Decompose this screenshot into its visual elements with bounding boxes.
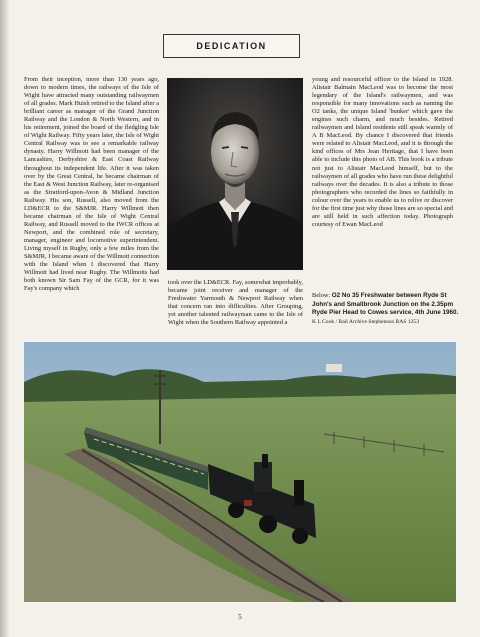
caption-text: O2 No 35 Freshwater between Ryde St John's and Smallbrook Junction on the 2.35pm Ryde Pier Head to Cowes service, 4th June 1960. [312,292,459,316]
photo-credit: K L Cook / Rail Archive Stephenson RAS 1253 [312,318,420,325]
text-column-2: took over the LD&ECR. Fay, somewhat improbably, became joint receiver and manager of the Freshwater Yarmouth & Newport Railway when that concern ran into difficulties. After Grouping, yet another talented railwayman came to the Isle of Wight when the Southern Railway appointed a [168,279,303,327]
text-column-3: young and resourceful officer to the Island in 1928. Alistair Balmain MacLeod was to become the most legendary of the Island's railwaymen, and was responsible for many innovations such as naming the O2 tanks, the unique Island 'bunker' which gave the engines such charm, and much besides. Retired railwaymen and Island residents still speak warmly of A B MacLeod. By chance I discovered that friends were related to Alistair MacLeod, and it is through the kind offices of Mrs Jean Heritage, that I have been able to include this photo of AB. This book is a tribute not just to Alistair MacLeod himself, but to the railwaymen of all grades who have run these delightful railways over the decades. It is also a tribute to those photographers who recorded the lines so faithfully in colour over the years to enable us to relive or discover for the first time just why those lines are so special and are still held in such affection today. Photograph courtesy of Ewan MacLeod [312,76,453,228]
text-column-1: From their inception, more than 130 years ago, down to modern times, the railways of the Isle of Wight have attracted many outstanding railwaymen of all grades. Mark Huish retired to the Island after a brilliant career as manager of the Grand Junction Railway and the London & North Western, and in his retirement, joined the board of the fledgling Isle of Wight Railway. Fifty years later, the Isle of Wight Central Railway was to see a remarkable railway dynasty. Harry Willmott had been manager of the Lancashire, Derbyshire & East Coast Railway throughout its independent life. After it was taken over by the Great Central, he became chairman of the East & West Junction Railway, later re-organised as the Stratford-upon-Avon & Midland Junction Railway. His son, Russell, also moved from the LD&ECR to the S&MJR. Harry Willmott then became chairman of the Isle of Wight Central Railway, and Russell moved to the IWCR offices at Newport, and the combined role of secretary, manager, engineer and locomotive superintendent. Living myself in Rugby, only a few miles from the S&MJR, I became aware of the Willmott connection with the Island when I discovered that Harry Willmott had lived near Rugby. The Willmotts had both known Sir Sam Fay of the GCR, for it was Fay's company which [24,76,159,293]
photo-caption [312,292,462,326]
page-gutter [0,0,10,637]
header-box [163,34,300,58]
train-photo [24,342,456,602]
page-title: DEDICATION [196,41,267,51]
page-number: 5 [238,613,242,621]
caption-prefix: Below: [312,292,332,299]
portrait-photo [167,78,303,270]
